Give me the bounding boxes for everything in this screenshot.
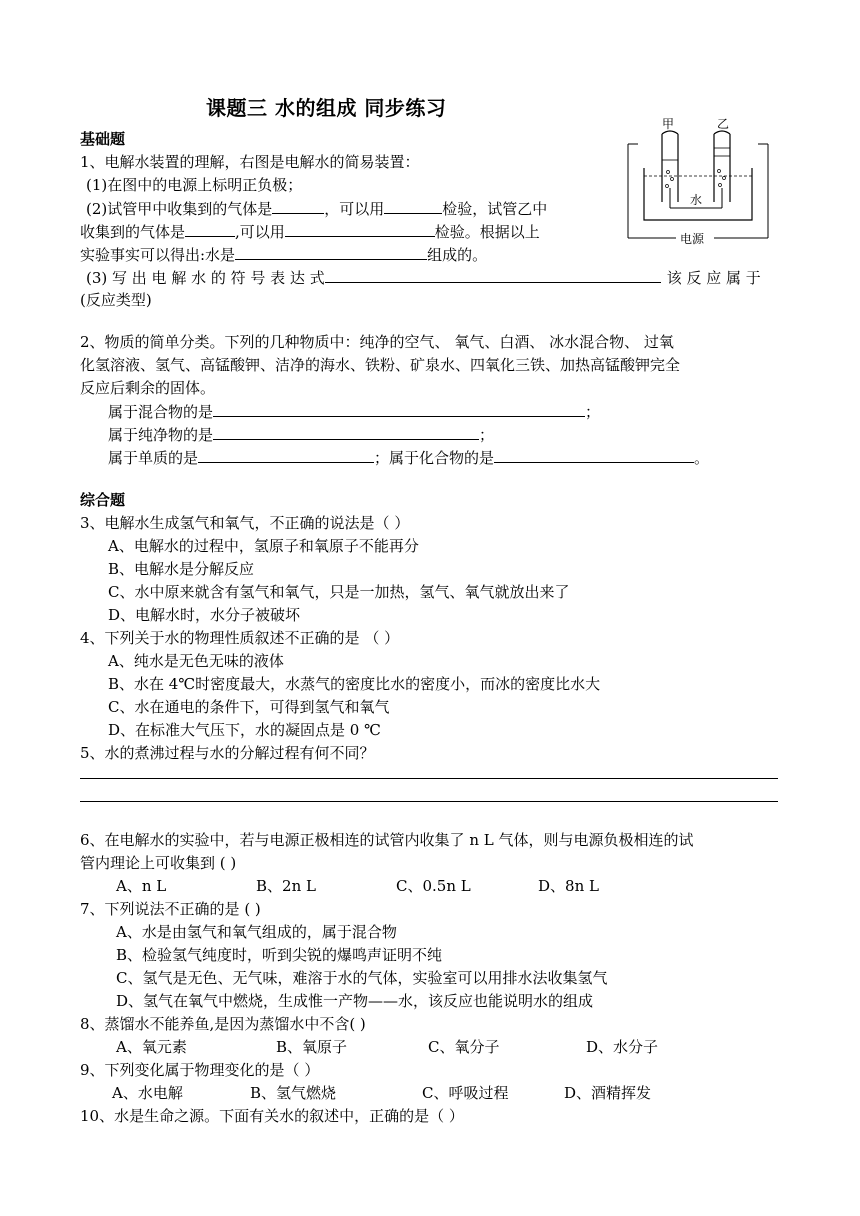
q5-stem: 5、水的煮沸过程与水的分解过程有何不同？ (80, 744, 375, 762)
q4-stem: 4、下列关于水的物理性质叙述不正确的是 （ ） (80, 629, 400, 647)
q4-option-a: A、纯水是无色无味的液体 (108, 652, 284, 670)
q9-option-c: C、呼吸过程 (422, 1084, 509, 1102)
answer-line[interactable] (80, 778, 778, 779)
q6-option-c: C、0.5n L (396, 877, 471, 895)
section-comprehensive-heading: 综合题 (80, 491, 126, 509)
q7-option-c: C、氢气是无色、无气味，难溶于水的气体，实验室可以用排水法收集氢气 (116, 969, 608, 987)
q6-option-a: A、n L (116, 877, 167, 895)
section-basic-heading: 基础题 (80, 130, 126, 148)
q1-stem: 1、电解水装置的理解，右图是电解水的简易装置： (80, 153, 420, 171)
q1-part2-line3: 实验事实可以得出:水是 组成的。 (80, 243, 487, 266)
q3-option-c: C、水中原来就含有氢气和氧气，只是一加热，氢气、氧气就放出来了 (108, 583, 570, 601)
q6-option-b: B、2n L (256, 877, 316, 895)
q7-option-b: B、检验氢气纯度时，听到尖锐的爆鸣声证明不纯 (116, 946, 443, 964)
q3-option-d: D、电解水时，水分子被破坏 (108, 606, 301, 624)
q10-stem: 10、水是生命之源。下面有关水的叙述中，正确的是（ ） (80, 1107, 464, 1125)
answer-blank[interactable] (198, 446, 374, 463)
label-power: 电源 (680, 232, 705, 246)
q6-option-d: D、8n L (538, 877, 599, 895)
q1-part3-line1: (3) 写 出 电 解 水 的 符 号 表 达 式 该 反 应 属 于 (86, 266, 761, 289)
q1-part2-line1: (2)试管甲中收集到的气体是 ，可以用 检验，试管乙中 (86, 197, 547, 220)
q2-stem-line3: 反应后剩余的固体。 (80, 379, 216, 397)
answer-blank[interactable] (213, 423, 479, 440)
q6-stem-line1: 6、在电解水的实验中，若与电源正极相连的试管内收集了 n L 气体，则与电源负极相连的试 (80, 831, 694, 849)
q2-stem-line2: 化氢溶液、氢气、高锰酸钾、洁净的海水、铁粉、矿泉水、四氧化三铁、加热高锰酸钾完全 (80, 356, 681, 374)
q9-option-b: B、氢气燃烧 (250, 1084, 337, 1102)
q2-mixture-line: 属于混合物的是 ； (108, 400, 600, 423)
answer-blank[interactable] (213, 400, 585, 417)
label-water: 水 (690, 193, 703, 207)
q2-pure-line: 属于纯净物的是 ； (108, 423, 494, 446)
q1-part1: (1)在图中的电源上标明正负极； (86, 176, 303, 194)
q8-option-a: A、氧元素 (116, 1038, 187, 1056)
answer-blank[interactable] (285, 220, 435, 237)
q4-option-b: B、水在 4℃时密度最大，水蒸气的密度比水的密度小，而冰的密度比水大 (108, 675, 601, 693)
answer-blank[interactable] (384, 197, 442, 214)
q8-option-b: B、氧原子 (276, 1038, 348, 1056)
answer-blank[interactable] (494, 446, 694, 463)
q8-option-c: C、氧分子 (428, 1038, 500, 1056)
q7-stem: 7、下列说法不正确的是 ( ) (80, 900, 261, 918)
answer-blank[interactable] (235, 243, 427, 260)
page-title: 课题三 水的组成 同步练习 (206, 96, 447, 120)
q9-option-a: A、水电解 (112, 1084, 183, 1102)
answer-blank[interactable] (272, 197, 324, 214)
q3-option-a: A、电解水的过程中，氢原子和氧原子不能再分 (108, 537, 419, 555)
q2-element-compound-line: 属于单质的是 ；属于化合物的是 。 (108, 446, 709, 469)
q1-part2-line2: 收集到的气体是 ,可以用 检验。根据以上 (80, 220, 540, 243)
q7-option-d: D、氢气在氧气中燃烧，生成惟一产物——水，该反应也能说明水的组成 (116, 992, 594, 1010)
q3-option-b: B、电解水是分解反应 (108, 560, 255, 578)
answer-blank[interactable] (185, 220, 235, 237)
q8-stem: 8、蒸馏水不能养鱼,是因为蒸馏水中不含( ) (80, 1015, 366, 1033)
electrolysis-apparatus-diagram (622, 116, 778, 252)
q6-stem-line2: 管内理论上可收集到 ( ) (80, 854, 237, 872)
answer-line[interactable] (80, 801, 778, 802)
answer-blank[interactable] (325, 266, 661, 283)
q9-stem: 9、下列变化属于物理变化的是（ ） (80, 1061, 320, 1079)
q7-option-a: A、水是由氢气和氧气组成的，属于混合物 (116, 923, 397, 941)
q9-option-d: D、酒精挥发 (564, 1084, 652, 1102)
q2-stem-line1: 2、物质的简单分类。下列的几种物质中：纯净的空气、 氧气、白酒、 冰水混合物、 过氧 (80, 333, 674, 351)
q4-option-d: D、在标准大气压下，水的凝固点是 0 ℃ (108, 721, 381, 739)
label-jia: 甲 (662, 117, 675, 131)
q4-option-c: C、水在通电的条件下，可得到氢气和氧气 (108, 698, 390, 716)
q3-stem: 3、电解水生成氢气和氧气，不正确的说法是（ ） (80, 514, 410, 532)
q1-part3-line2: (反应类型) (80, 291, 152, 309)
q8-option-d: D、水分子 (586, 1038, 659, 1056)
label-yi: 乙 (717, 117, 730, 131)
